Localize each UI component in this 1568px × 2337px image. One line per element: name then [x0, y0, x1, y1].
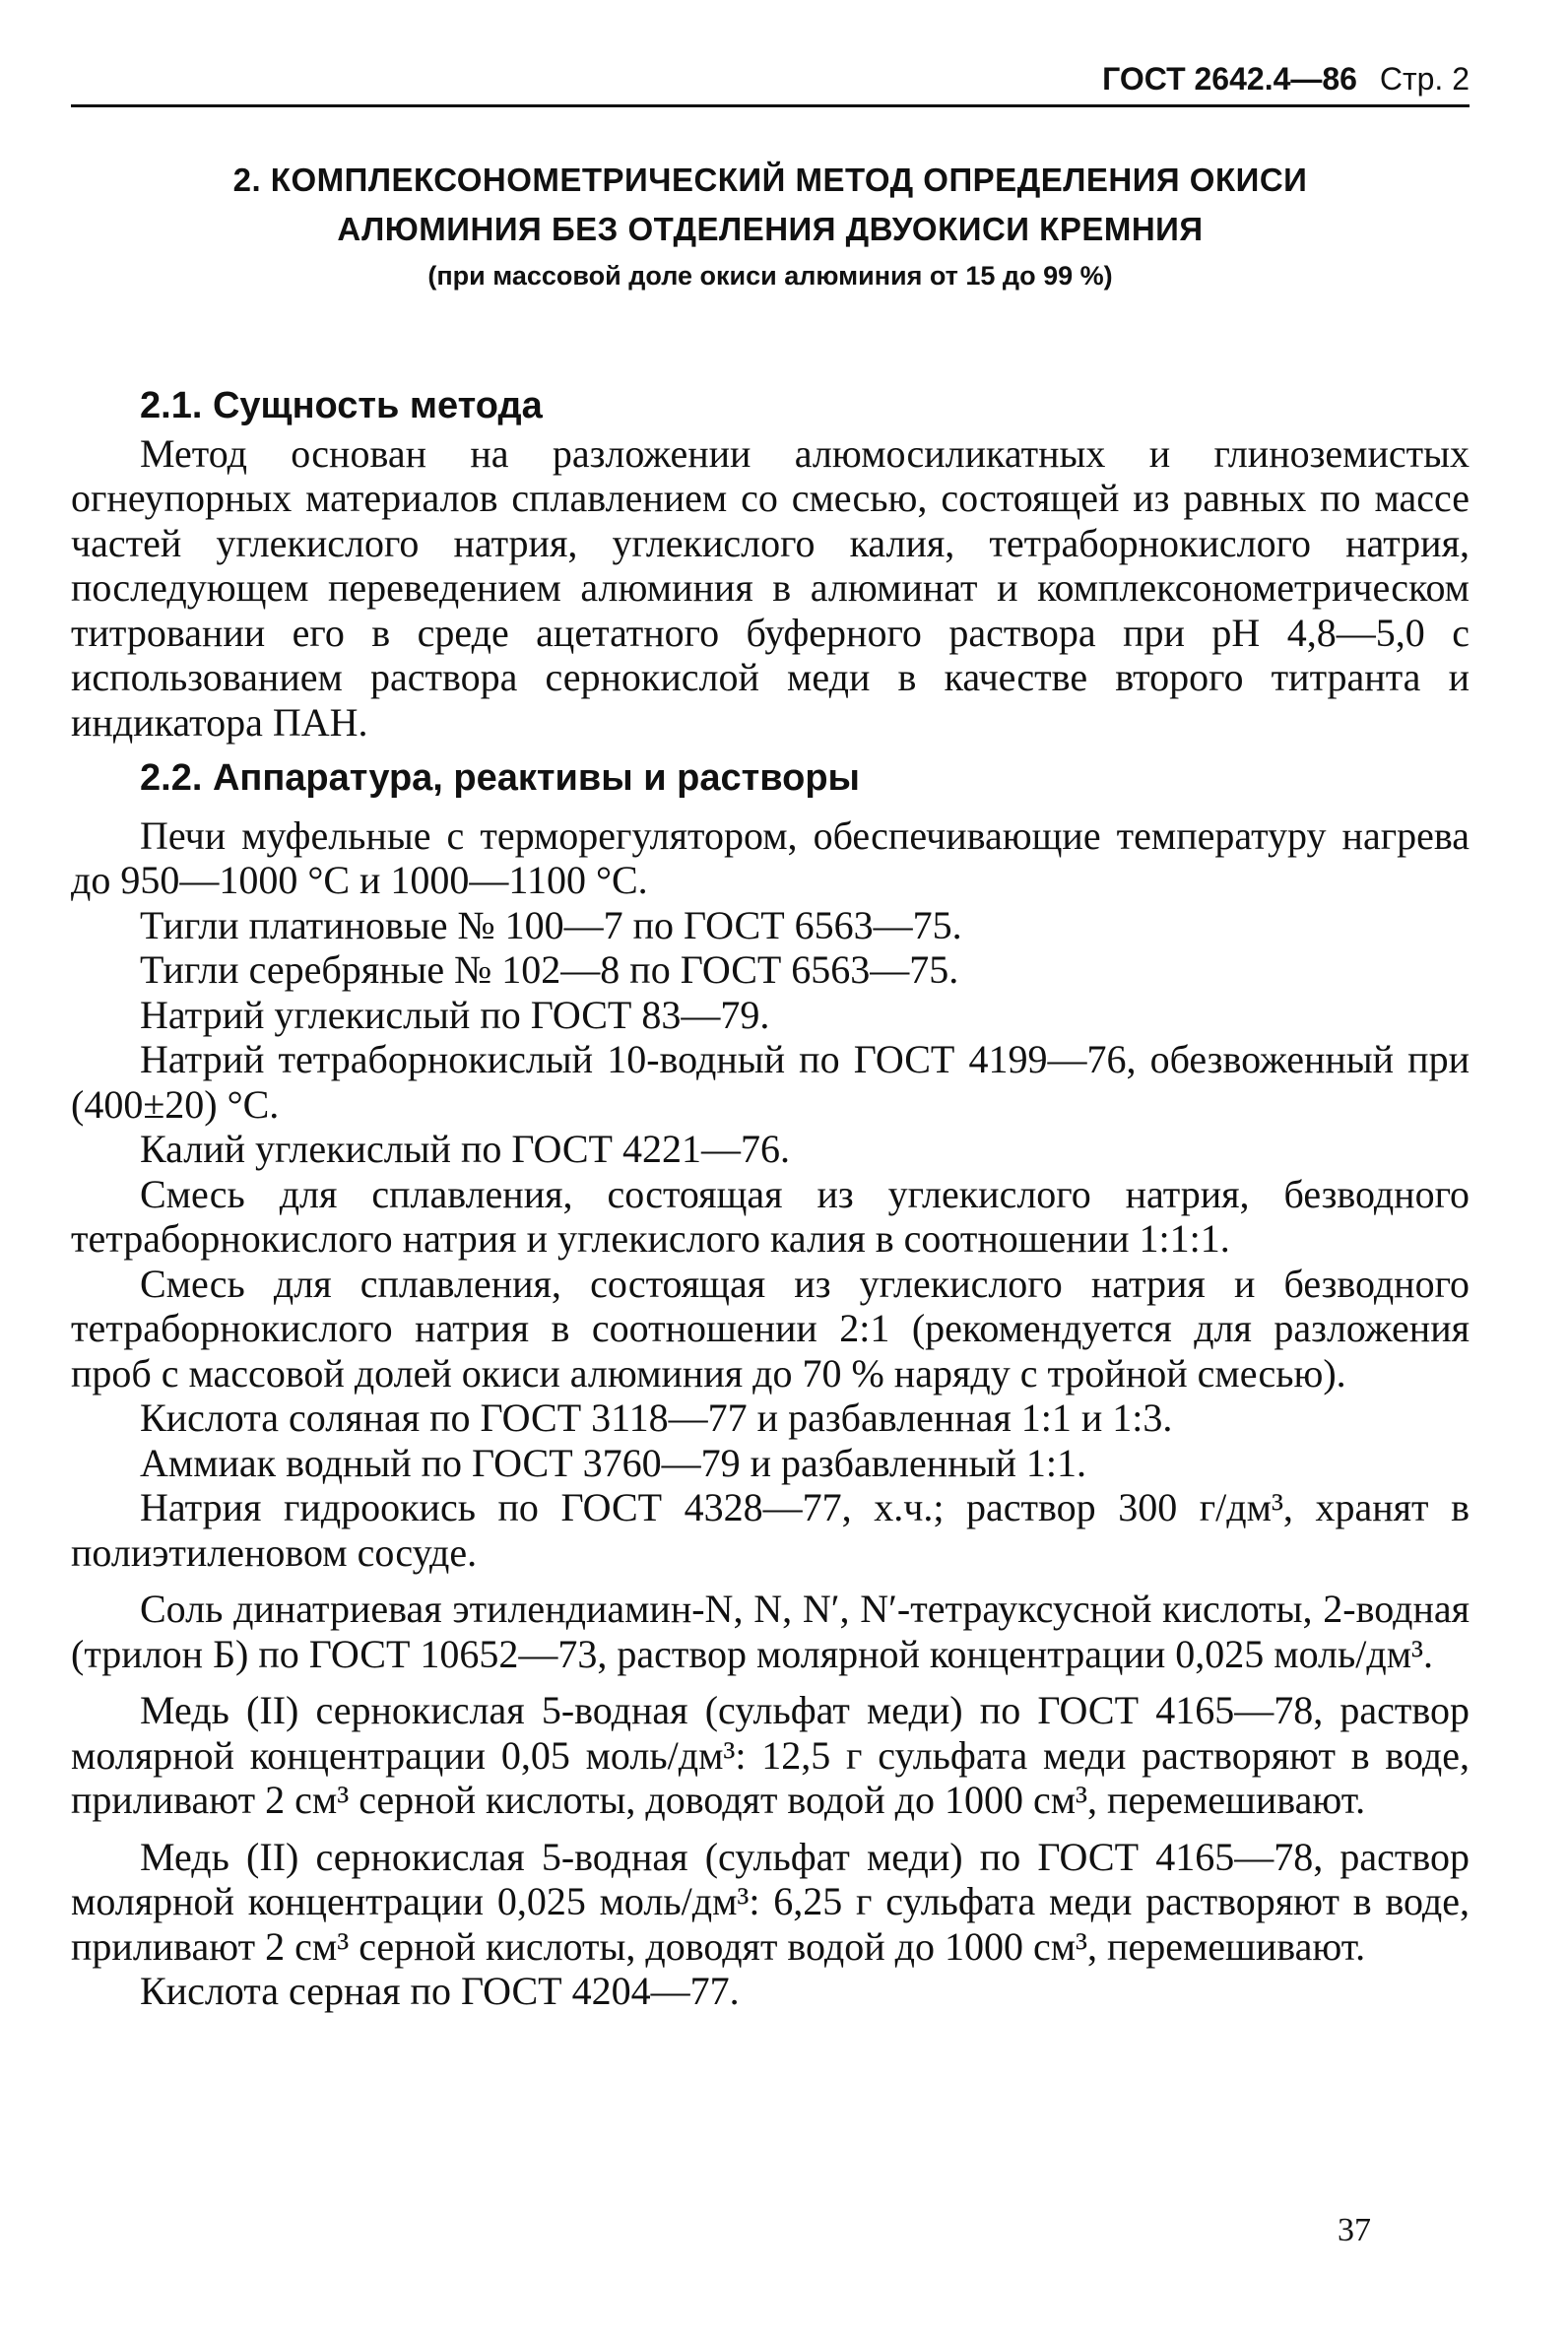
page-number: 37: [1338, 2212, 1371, 2248]
list-item: Аммиак водный по ГОСТ 3760—79 и разбавленный 1:1.: [140, 1440, 1086, 1485]
list-item: Смесь для сплавления, состоящая из углекислого натрия и безводного тетраборнокислого натрия в соотношении 2:1 (рекомендуется для разложения проб с массовой долей окиси алюминия до 70 % наряду с тройной смесью).: [71, 1261, 1470, 1396]
section-title-line1: 2. КОМПЛЕКСОНОМЕТРИЧЕСКИЙ МЕТОД ОПРЕДЕЛЕНИЯ ОКИСИ: [232, 162, 1308, 198]
list-item: Натрий углекислый по ГОСТ 83—79.: [140, 992, 770, 1037]
list-item: Печи муфельные с терморегулятором, обеспечивающие температуру нагрева до 950—1000 °С и 1000—1100 °С.: [71, 812, 1470, 902]
list-item: Смесь для сплавления, состоящая из углекислого натрия, безводного тетраборнокислого натрия и углекислого калия в соотношении 1:1:1.: [71, 1171, 1470, 1261]
list-item: Натрий тетраборнокислый 10-водный по ГОСТ 4199—76, обезвоженный при (400±20) °С.: [71, 1037, 1470, 1127]
list-item: Соль динатриевая этилендиамин-N, N, N′, N′-тетрауксусной кислоты, 2-водная (трилон Б) по ГОСТ 10652—73, раствор молярной концентрации 0,025 моль/дм³.: [71, 1587, 1470, 1676]
list-item: Медь (II) сернокислая 5-водная (сульфат меди) по ГОСТ 4165—78, раствор молярной концентрации 0,05 моль/дм³: 12,5 г сульфата меди растворяют в воде, приливают 2 см³ серной кислоты, доводят водой до 1000 см³, перемешивают.: [71, 1688, 1470, 1822]
section-subtitle: (при массовой доле окиси алюминия от 15 до 99 %): [427, 261, 1113, 291]
list-item: Тигли серебряные № 102—8 по ГОСТ 6563—75.: [140, 947, 959, 992]
list-item: Кислота соляная по ГОСТ 3118—77 и разбавленная 1:1 и 1:3.: [140, 1396, 1173, 1440]
list-item: Тигли платиновые № 100—7 по ГОСТ 6563—75.: [140, 902, 962, 947]
body-text: [71, 376, 1470, 2014]
running-head: [71, 59, 1470, 107]
list-item: Натрия гидроокись по ГОСТ 4328—77, х.ч.; раствор 300 г/дм³, хранят в полиэтиленовом сосуде.: [71, 1485, 1470, 1575]
page-label: Стр. 2: [1379, 61, 1470, 97]
paragraph-2-1: Метод основан на разложении алюмосиликатных и глиноземистых огнеупорных материалов сплавлением со смесью, состоящей из равных по массе частей углекислого натрия, углекислого калия, тетраборнокислого натрия, последующем переведением алюминия в алюминат и комплексонометрическом титровании его в среде ацетатного буферного раствора при pH 4,8—5,0 с использованием раствора сернокислой меди в качестве второго титранта и индикатора ПАН.: [71, 430, 1470, 745]
heading-2-1: 2.1. Сущность метода: [140, 385, 543, 426]
heading-2-2: 2.2. Аппаратура, реактивы и растворы: [140, 757, 860, 799]
standard-number: ГОСТ 2642.4—86: [1102, 61, 1357, 97]
list-item: Медь (II) сернокислая 5-водная (сульфат меди) по ГОСТ 4165—78, раствор молярной концентрации 0,025 моль/дм³: 6,25 г сульфата меди растворяют в воде, приливают 2 см³ серной кислоты, доводят водой до 1000 см³, перемешивают.: [71, 1834, 1470, 1969]
list-item: Кислота серная по ГОСТ 4204—77.: [140, 1969, 740, 2013]
section-title-line2: АЛЮМИНИЯ БЕЗ ОТДЕЛЕНИЯ ДВУОКИСИ КРЕМНИЯ: [337, 211, 1204, 247]
section-title: [71, 156, 1470, 254]
list-item: Калий углекислый по ГОСТ 4221—76.: [140, 1127, 790, 1171]
